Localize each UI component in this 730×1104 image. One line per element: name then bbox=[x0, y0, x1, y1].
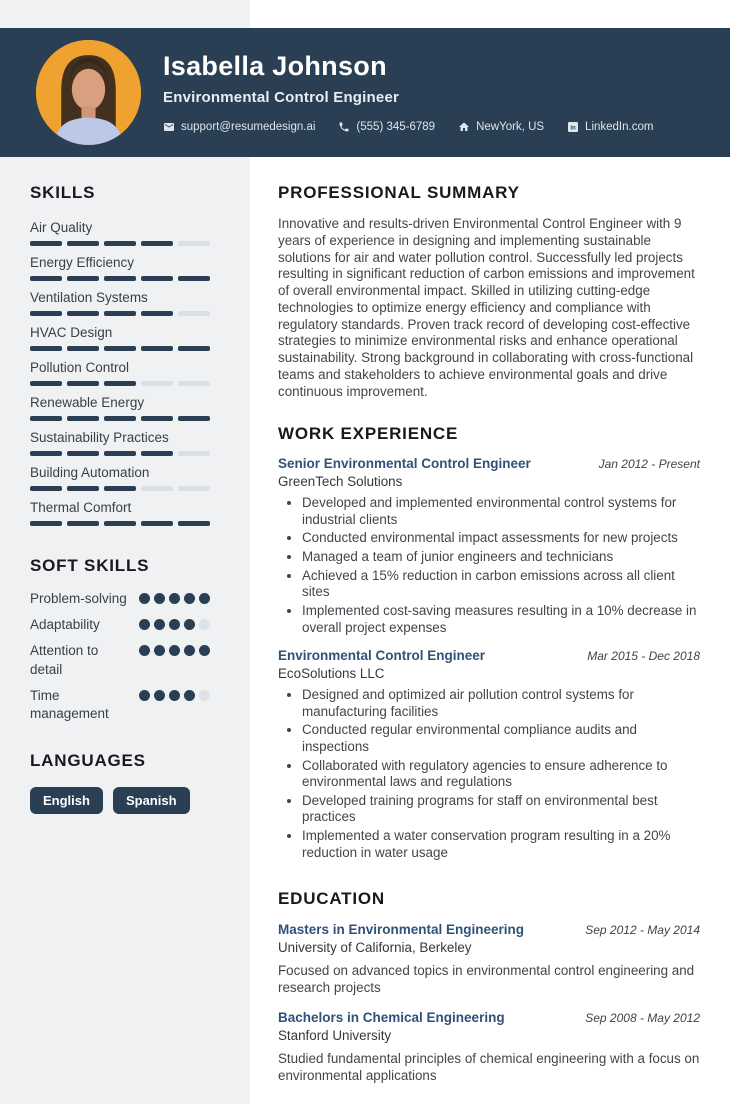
skill-label: Air Quality bbox=[30, 220, 93, 235]
skill-bar-segment bbox=[30, 241, 62, 246]
education-date: Sep 2008 - May 2012 bbox=[585, 1010, 700, 1025]
person-title: Environmental Control Engineer bbox=[163, 88, 400, 106]
job-bullet: • Managed a team of junior engineers and technicians bbox=[302, 549, 700, 566]
skill-bar-segment bbox=[104, 241, 136, 246]
education-description: Focused on advanced topics in environmental control engineering and research projects bbox=[278, 963, 695, 996]
soft-skill-dot bbox=[184, 690, 195, 701]
soft-skill-dot bbox=[199, 593, 210, 604]
skill-item bbox=[30, 290, 210, 316]
education-date: Sep 2012 - May 2014 bbox=[585, 923, 700, 938]
skill-bar-segment bbox=[178, 416, 210, 421]
soft-skill-dot bbox=[139, 619, 150, 630]
skill-bar-segment bbox=[178, 241, 210, 246]
skill-level-bar bbox=[30, 381, 210, 386]
skill-bar-segment bbox=[30, 451, 62, 456]
soft-skill-dots bbox=[139, 645, 210, 656]
skill-label: Renewable Energy bbox=[30, 395, 145, 410]
contact-item[interactable] bbox=[567, 121, 653, 133]
skill-level-bar bbox=[30, 486, 210, 491]
soft-skill-item bbox=[30, 616, 210, 634]
job-bullet: • Conducted environmental impact assessments for new projects bbox=[302, 530, 700, 547]
skill-bar-segment bbox=[141, 451, 173, 456]
header bbox=[0, 28, 730, 157]
skill-bar-segment bbox=[67, 416, 99, 421]
skill-bar-segment bbox=[67, 346, 99, 351]
skill-bar-segment bbox=[141, 521, 173, 526]
skill-level-bar bbox=[30, 451, 210, 456]
soft-skill-label: Adaptability bbox=[30, 617, 100, 633]
email-icon bbox=[163, 121, 175, 133]
skill-level-bar bbox=[30, 276, 210, 281]
skill-bar-segment bbox=[141, 346, 173, 351]
skill-level-bar bbox=[30, 241, 210, 246]
skill-bar-segment bbox=[67, 521, 99, 526]
skill-bar-segment bbox=[30, 486, 62, 491]
job-entry bbox=[278, 456, 700, 636]
soft-skill-dot bbox=[184, 645, 195, 656]
contact-text: LinkedIn.com bbox=[585, 120, 654, 133]
soft-skill-dot bbox=[184, 619, 195, 630]
soft-skill-label: Time management bbox=[30, 687, 109, 722]
skill-item bbox=[30, 360, 210, 386]
soft-skill-label: Attention to detail bbox=[30, 643, 99, 677]
education-heading: EDUCATION bbox=[278, 889, 385, 909]
soft-skill-dot bbox=[199, 645, 210, 656]
skill-item bbox=[30, 255, 210, 281]
skill-bar-segment bbox=[178, 346, 210, 351]
skill-label: HVAC Design bbox=[30, 325, 113, 340]
skill-level-bar bbox=[30, 346, 210, 351]
job-title-row bbox=[278, 456, 700, 471]
skill-label: Pollution Control bbox=[30, 360, 130, 375]
soft-skill-dots bbox=[139, 619, 210, 630]
soft-skill-dot bbox=[139, 645, 150, 656]
skill-bar-segment bbox=[178, 451, 210, 456]
education-school: Stanford University bbox=[278, 1027, 392, 1043]
skill-bar-segment bbox=[30, 521, 62, 526]
skills-heading: SKILLS bbox=[30, 183, 96, 202]
skill-level-bar bbox=[30, 416, 210, 421]
body-columns bbox=[0, 157, 730, 1104]
skill-label: Sustainability Practices bbox=[30, 430, 169, 445]
job-bullet: • Conducted regular environmental compliance audits and inspections bbox=[302, 722, 700, 755]
skill-item bbox=[30, 220, 210, 246]
education-title-row bbox=[278, 922, 700, 937]
skill-bar-segment bbox=[67, 241, 99, 246]
soft-skill-item bbox=[30, 642, 210, 678]
skill-item bbox=[30, 325, 210, 351]
soft-skill-dots bbox=[139, 593, 210, 604]
skill-bar-segment bbox=[104, 381, 136, 386]
soft-skill-dot bbox=[154, 619, 165, 630]
summary-text: Innovative and results-driven Environmental Control Engineer with 9 years of experience in designing and implementing sustainable solutions for air and water pollution control. Successfully led projects resulting in significant reduction of carbon emissions and improvement of overall environmental impact. Skilled in utilizing cutting-edge technologies to optimize energy efficiency and compliance with regulatory standards. Proven track record of developing cost-effective strategies to minimize environmental risks and enhance operational sustainability. Strong background in collaborating with cross-functional teams and stakeholders to achieve environmental goals and drive continuous improvement. bbox=[278, 216, 695, 399]
linkedin-icon bbox=[567, 121, 579, 133]
skill-level-bar bbox=[30, 521, 210, 526]
skill-bar-segment bbox=[67, 451, 99, 456]
skill-label: Energy Efficiency bbox=[30, 255, 135, 270]
soft-skill-dot bbox=[139, 593, 150, 604]
skill-bar-segment bbox=[67, 381, 99, 386]
soft-skill-dot bbox=[184, 593, 195, 604]
job-bullet-list bbox=[278, 687, 700, 861]
language-pill: English bbox=[30, 787, 103, 814]
skill-item bbox=[30, 430, 210, 456]
soft-skill-dot bbox=[154, 645, 165, 656]
job-date: Jan 2012 - Present bbox=[598, 457, 700, 472]
job-company: EcoSolutions LLC bbox=[278, 666, 385, 682]
contact-item[interactable] bbox=[458, 121, 544, 133]
soft-skill-dot bbox=[139, 690, 150, 701]
education-school: University of California, Berkeley bbox=[278, 940, 472, 956]
job-bullet: • Developed training programs for staff on environmental best practices bbox=[302, 793, 700, 826]
top-margin-band bbox=[0, 0, 730, 28]
skill-bar-segment bbox=[178, 276, 210, 281]
skill-bar-segment bbox=[104, 486, 136, 491]
job-title: Senior Environmental Control Engineer bbox=[278, 456, 531, 472]
contact-text: NewYork, US bbox=[476, 120, 545, 133]
contact-item[interactable] bbox=[338, 121, 435, 133]
job-bullet-list bbox=[278, 495, 700, 636]
phone-icon bbox=[338, 121, 350, 133]
education-entry bbox=[278, 1010, 700, 1084]
soft-skill-dot bbox=[199, 690, 210, 701]
experience-heading: WORK EXPERIENCE bbox=[278, 424, 459, 444]
svg-text:in: in bbox=[570, 125, 576, 132]
education-degree: Bachelors in Chemical Engineering bbox=[278, 1009, 505, 1025]
skill-bar-segment bbox=[67, 486, 99, 491]
job-company: GreenTech Solutions bbox=[278, 474, 403, 490]
skills-list bbox=[30, 220, 210, 526]
soft-skill-dot bbox=[199, 619, 210, 630]
skill-bar-segment bbox=[141, 276, 173, 281]
contact-text: (555) 345-6789 bbox=[356, 120, 436, 133]
skill-bar-segment bbox=[104, 521, 136, 526]
soft-skill-dot bbox=[154, 690, 165, 701]
skill-item bbox=[30, 465, 210, 491]
home-icon bbox=[458, 121, 470, 133]
skill-bar-segment bbox=[178, 311, 210, 316]
education-description: Studied fundamental principles of chemical engineering with a focus on environmental applications bbox=[278, 1050, 700, 1083]
education-degree: Masters in Environmental Engineering bbox=[278, 922, 525, 938]
soft-skill-dot bbox=[169, 645, 180, 656]
job-bullet: • Achieved a 15% reduction in carbon emissions across all client sites bbox=[302, 568, 700, 601]
skill-bar-segment bbox=[104, 311, 136, 316]
skill-level-bar bbox=[30, 311, 210, 316]
soft-skill-dots bbox=[139, 690, 210, 701]
job-bullet: • Collaborated with regulatory agencies to ensure adherence to environmental laws and regulations bbox=[302, 758, 700, 791]
skill-bar-segment bbox=[67, 276, 99, 281]
job-title: Environmental Control Engineer bbox=[278, 648, 486, 664]
avatar bbox=[36, 40, 141, 145]
skill-bar-segment bbox=[104, 346, 136, 351]
profile-photo bbox=[36, 40, 141, 145]
languages-heading: LANGUAGES bbox=[30, 751, 146, 771]
sidebar bbox=[0, 157, 250, 1104]
soft-skill-item bbox=[30, 687, 210, 723]
soft-skill-dot bbox=[169, 690, 180, 701]
job-date: Mar 2015 - Dec 2018 bbox=[587, 649, 700, 664]
identity-block bbox=[163, 52, 653, 133]
person-name: Isabella Johnson bbox=[163, 51, 387, 82]
language-pill: Spanish bbox=[113, 787, 190, 814]
education-entry bbox=[278, 922, 700, 996]
skill-bar-segment bbox=[30, 346, 62, 351]
job-entry bbox=[278, 648, 700, 861]
soft-skill-item bbox=[30, 590, 210, 608]
soft-skill-dot bbox=[169, 593, 180, 604]
skill-label: Ventilation Systems bbox=[30, 290, 148, 305]
job-bullet: • Developed and implemented environmental control systems for industrial clients bbox=[302, 495, 700, 528]
soft-skills-list bbox=[30, 590, 210, 723]
skill-bar-segment bbox=[178, 521, 210, 526]
job-bullet: • Implemented cost-saving measures resulting in a 10% decrease in overall project expenses bbox=[302, 603, 700, 636]
skill-bar-segment bbox=[141, 311, 173, 316]
contact-row bbox=[163, 121, 653, 133]
skill-bar-segment bbox=[104, 451, 136, 456]
job-bullet: • Designed and optimized air pollution control systems for manufacturing facilities bbox=[302, 687, 700, 720]
skill-label: Building Automation bbox=[30, 465, 150, 480]
skill-bar-segment bbox=[67, 311, 99, 316]
skill-bar-segment bbox=[141, 381, 173, 386]
contact-text: support@resumedesign.ai bbox=[181, 120, 316, 133]
job-title-row bbox=[278, 648, 700, 663]
education-list bbox=[278, 922, 700, 1084]
soft-skills-heading: SOFT SKILLS bbox=[30, 556, 150, 575]
main-content bbox=[250, 157, 730, 1104]
skill-bar-segment bbox=[30, 311, 62, 316]
skill-bar-segment bbox=[104, 276, 136, 281]
skill-bar-segment bbox=[178, 381, 210, 386]
top-band-right bbox=[250, 0, 730, 28]
languages-list bbox=[30, 787, 210, 814]
skill-item bbox=[30, 395, 210, 421]
soft-skill-dot bbox=[154, 593, 165, 604]
education-title-row bbox=[278, 1010, 700, 1025]
skill-label: Thermal Comfort bbox=[30, 500, 132, 515]
skill-bar-segment bbox=[141, 486, 173, 491]
jobs-list bbox=[278, 456, 700, 861]
skill-bar-segment bbox=[104, 416, 136, 421]
skill-item bbox=[30, 500, 210, 526]
skill-bar-segment bbox=[178, 486, 210, 491]
soft-skill-dot bbox=[169, 619, 180, 630]
skill-bar-segment bbox=[30, 416, 62, 421]
summary-heading: PROFESSIONAL SUMMARY bbox=[278, 183, 520, 202]
skill-bar-segment bbox=[30, 381, 62, 386]
soft-skill-label: Problem-solving bbox=[30, 591, 127, 606]
top-band-left bbox=[0, 0, 250, 28]
skill-bar-segment bbox=[141, 416, 173, 421]
job-bullet: • Implemented a water conservation program resulting in a 20% reduction in water usage bbox=[302, 828, 700, 861]
contact-item[interactable] bbox=[163, 121, 315, 133]
skill-bar-segment bbox=[141, 241, 173, 246]
skill-bar-segment bbox=[30, 276, 62, 281]
